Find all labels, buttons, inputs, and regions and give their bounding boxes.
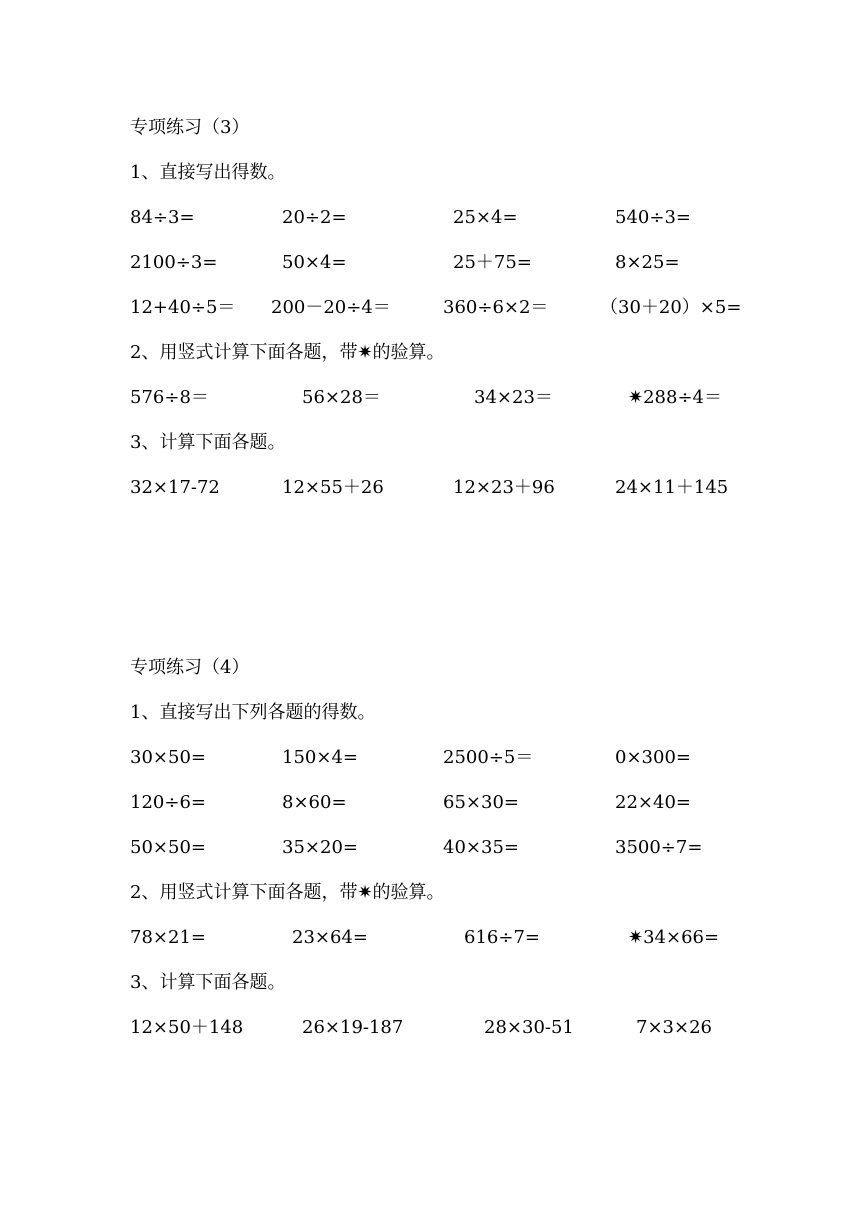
section3-q3-heading-line xyxy=(0,430,860,456)
problem: 12×55＋26 xyxy=(282,477,384,498)
section3-q2-heading: 2、用竖式计算下面各题，带✷的验算。 xyxy=(130,342,445,363)
section4-title-line xyxy=(0,655,860,681)
problem: 2500÷5＝ xyxy=(443,747,534,768)
problem: 8×25= xyxy=(615,252,680,273)
section4-q1-row-2 xyxy=(0,790,860,816)
problem: ✷288÷4＝ xyxy=(628,387,722,408)
problem: 24×11＋145 xyxy=(615,477,729,498)
problem: ✷34×66= xyxy=(628,927,720,948)
section3-q1-row-3 xyxy=(0,295,860,321)
section3-title-line xyxy=(0,115,860,141)
section4-q1-heading: 1、直接写出下列各题的得数。 xyxy=(130,702,376,723)
section3-q1-heading: 1、直接写出得数。 xyxy=(130,162,286,183)
problem: 22×40= xyxy=(615,792,691,813)
section4-title: 专项练习（4） xyxy=(130,657,250,678)
section4-q2-heading-line xyxy=(0,880,860,906)
problem: （30＋20）×5= xyxy=(600,297,742,318)
problem: 120÷6= xyxy=(130,792,206,813)
problem: 200－20÷4＝ xyxy=(271,297,391,318)
problem: 28×30-51 xyxy=(484,1017,574,1038)
section3-q1-row-1 xyxy=(0,205,860,231)
section3-q1-heading-line xyxy=(0,160,860,186)
section4-q1-row-1 xyxy=(0,745,860,771)
section4-q2-row xyxy=(0,925,860,951)
problem: 616÷7= xyxy=(464,927,540,948)
section3-q2-row xyxy=(0,385,860,411)
problem: 150×4= xyxy=(282,747,358,768)
problem: 65×30= xyxy=(443,792,519,813)
section4-q1-row-3 xyxy=(0,835,860,861)
problem: 34×23＝ xyxy=(474,387,553,408)
section3-q3-row xyxy=(0,475,860,501)
problem: 78×21= xyxy=(130,927,206,948)
problem: 576÷8＝ xyxy=(130,387,209,408)
problem: 7×3×26 xyxy=(636,1017,712,1038)
problem: 40×35= xyxy=(443,837,519,858)
problem: 50×4= xyxy=(282,252,347,273)
section4-q3-heading: 3、计算下面各题。 xyxy=(130,972,286,993)
problem: 2100÷3= xyxy=(130,252,218,273)
problem: 32×17-72 xyxy=(130,477,220,498)
problem: 12+40÷5＝ xyxy=(130,297,236,318)
problem: 84÷3= xyxy=(130,207,195,228)
problem: 540÷3= xyxy=(615,207,691,228)
section4-q2-heading: 2、用竖式计算下面各题，带✷的验算。 xyxy=(130,882,445,903)
problem: 20÷2= xyxy=(282,207,347,228)
problem: 3500÷7= xyxy=(615,837,703,858)
problem: 25＋75= xyxy=(453,252,532,273)
problem: 360÷6×2＝ xyxy=(443,297,549,318)
section4-q3-row xyxy=(0,1015,860,1041)
section4-q1-heading-line xyxy=(0,700,860,726)
problem: 35×20= xyxy=(282,837,358,858)
section3-q2-heading-line xyxy=(0,340,860,366)
problem: 8×60= xyxy=(282,792,347,813)
problem: 56×28＝ xyxy=(302,387,381,408)
problem: 0×300= xyxy=(615,747,691,768)
problem: 12×50＋148 xyxy=(130,1017,244,1038)
problem: 25×4= xyxy=(453,207,518,228)
section3-title: 专项练习（3） xyxy=(130,117,250,138)
problem: 50×50= xyxy=(130,837,206,858)
section4-q3-heading-line xyxy=(0,970,860,996)
section3-q1-row-2 xyxy=(0,250,860,276)
problem: 30×50= xyxy=(130,747,206,768)
section3-q3-heading: 3、计算下面各题。 xyxy=(130,432,286,453)
problem: 26×19-187 xyxy=(302,1017,404,1038)
problem: 23×64= xyxy=(292,927,368,948)
problem: 12×23＋96 xyxy=(453,477,555,498)
